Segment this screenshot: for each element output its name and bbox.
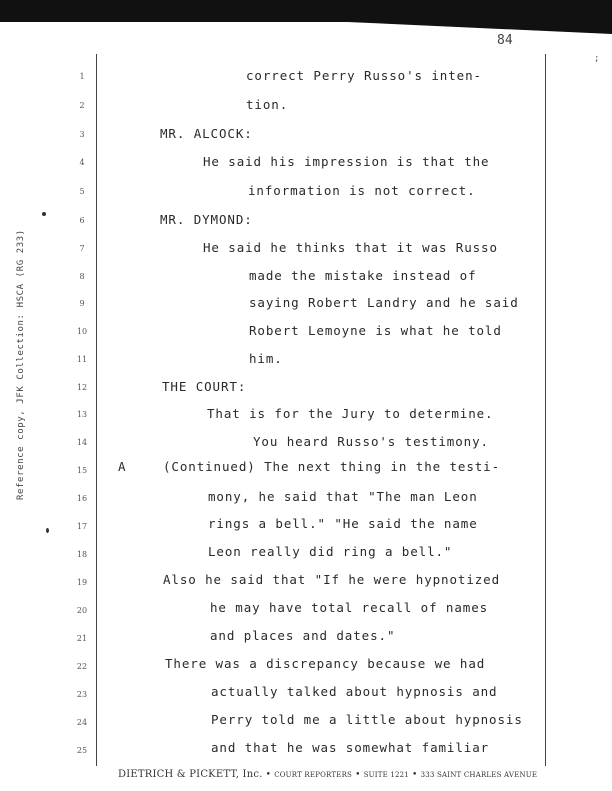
line-number: 2 [79,101,85,110]
line-number: 12 [76,383,88,392]
footer-suite: SUITE 1221 [363,771,409,779]
transcript-line: correct Perry Russo's inten- [246,68,482,83]
transcript-line: There was a discrepancy because we had [165,656,486,671]
line-number: 1 [79,72,85,81]
line-number: 14 [76,438,88,447]
line-number: 19 [76,578,88,587]
line-number: 8 [79,272,85,281]
speaker-label: THE COURT: [162,379,247,394]
line-number: 22 [76,662,88,671]
line-number: 13 [76,410,88,419]
transcript-line: and that he was somewhat familiar [211,740,490,755]
footer-separator: • [355,770,361,780]
transcript-line: information is not correct. [248,183,476,198]
line-number: 9 [79,299,85,308]
footer-reporters: COURT REPORTERS [274,771,353,779]
transcript-line: rings a bell." "He said the name [208,516,478,531]
line-number: 6 [79,216,85,225]
speaker-label: MR. ALCOCK: [160,126,253,141]
line-number: 7 [79,244,85,253]
transcript-line: mony, he said that "The man Leon [208,489,478,504]
line-number: 25 [76,746,88,755]
line-number: 18 [76,550,88,559]
line-number: 16 [76,494,88,503]
transcript-line: saying Robert Landry and he said [249,295,519,310]
line-number: 3 [79,130,85,139]
transcript-line: You heard Russo's testimony. [253,434,489,449]
transcript-line: actually talked about hypnosis and [211,684,498,699]
transcript-line: That is for the Jury to determine. [207,406,494,421]
transcript-line: him. [249,351,283,366]
transcript-line: Robert Lemoyne is what he told [249,323,502,338]
transcript-line: and places and dates." [210,628,396,643]
transcript-line: made the mistake instead of [249,268,477,283]
footer-separator: • [412,770,418,780]
scan-speck [42,212,46,216]
transcript-line: tion. [246,97,289,112]
page-number: 84 [497,33,513,48]
line-number: 24 [76,718,88,727]
footer-firm: DIETRICH & PICKETT, Inc. [118,769,263,780]
scan-speck [46,528,49,533]
transcript-line: Leon really did ring a bell." [208,544,453,559]
transcript-line: Also he said that "If he were hypnotized [163,572,501,587]
transcript-line: He said he thinks that it was Russo [203,240,498,255]
scan-edge-shadow-tail [330,18,612,34]
transcript-line: Perry told me a little about hypnosis [211,712,523,727]
transcript-line: he may have total recall of names [210,600,489,615]
line-number: 21 [76,634,88,643]
reporter-footer [118,769,537,780]
speaker-label: MR. DYMOND: [160,212,253,227]
line-number: 20 [76,606,88,615]
line-number: 15 [76,466,88,475]
line-number: 4 [79,158,85,167]
footer-separator: • [265,770,272,780]
scan-speck: ; [594,54,600,64]
transcript-line: (Continued) The next thing in the testi- [163,459,501,474]
line-number: 23 [76,690,88,699]
archive-reference-note: Reference copy, JFK Collection: HSCA (RG 233) [16,229,26,500]
line-number: 5 [79,187,85,196]
line-number: 11 [76,355,88,364]
answer-marker: A [118,459,126,474]
line-number: 17 [76,522,88,531]
line-number: 10 [76,327,88,336]
transcript-line: He said his impression is that the [203,154,490,169]
footer-address: 333 SAINT CHARLES AVENUE [420,771,538,779]
